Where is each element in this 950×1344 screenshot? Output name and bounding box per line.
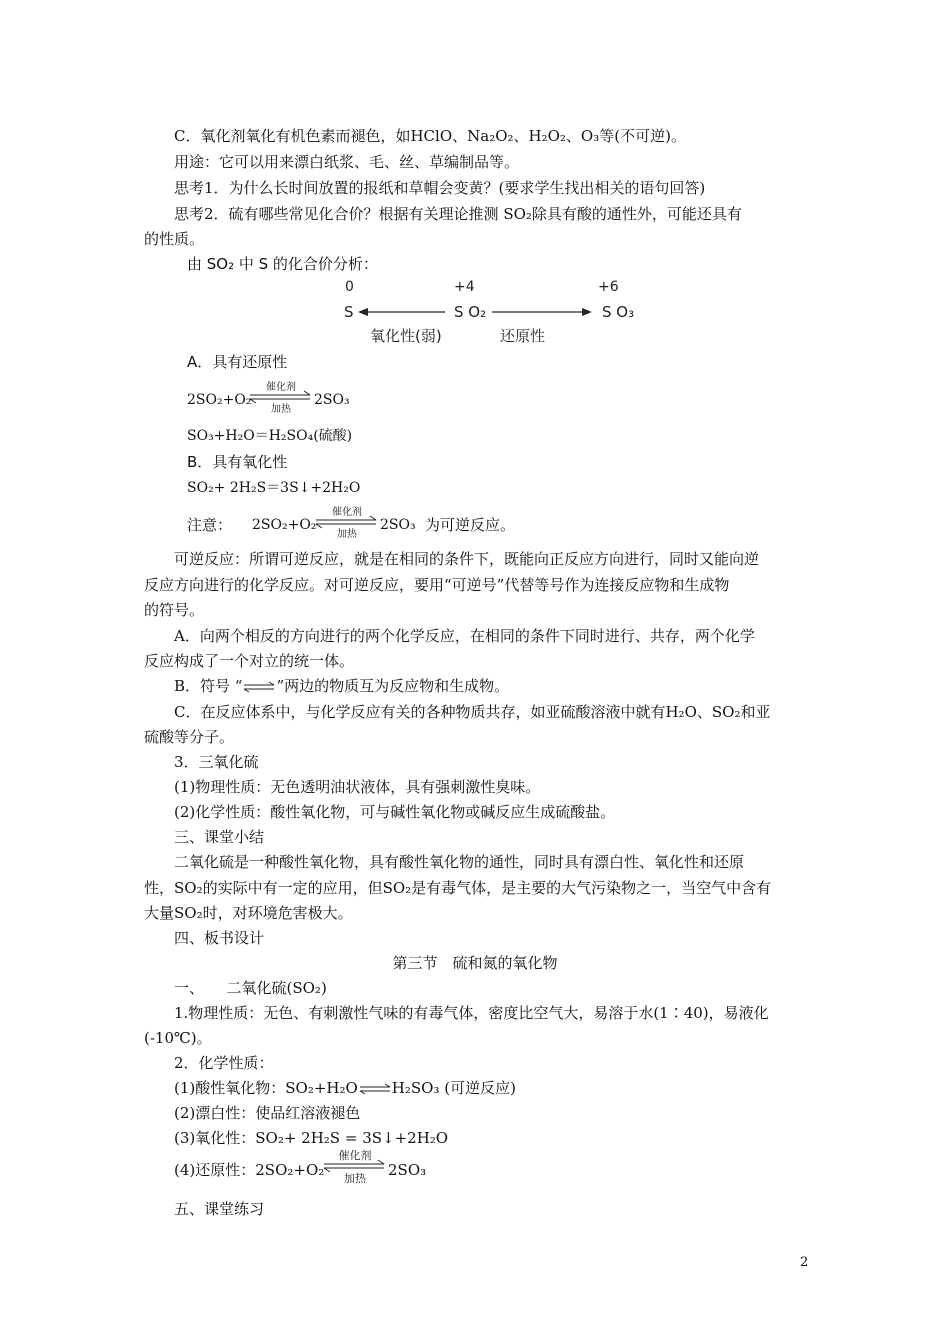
species-so3: S O₃ bbox=[602, 303, 635, 321]
note-label: 注意： bbox=[187, 516, 233, 534]
catalyst-label: 催化剂 bbox=[338, 1149, 372, 1162]
heading-reducing: A．具有还原性 bbox=[187, 353, 288, 371]
heat-label: 加热 bbox=[337, 529, 357, 540]
so3-chemical: (2)化学性质：酸性氧化物，可与碱性氧化物或碱反应生成硫酸盐。 bbox=[174, 803, 616, 821]
para-point-a-2: 反应构成了一个对立的统一体。 bbox=[144, 652, 355, 670]
eq1-right: 2SO₃ bbox=[314, 392, 350, 408]
catalyst-label: 催化剂 bbox=[332, 507, 362, 518]
diagram-title: 由 SO₂ 中 S 的化合价分析： bbox=[187, 255, 378, 273]
board-bleaching: (2)漂白性：使品红溶液褪色 bbox=[174, 1104, 361, 1122]
species-s: S bbox=[344, 303, 354, 321]
acidic-pre: (1)酸性氧化物：SO₂+H₂O bbox=[174, 1079, 358, 1097]
para-think2: 思考2．硫有哪些常见化合价？根据有关理论推测 SO₂除具有酸的通性外，可能还具有 bbox=[174, 205, 742, 223]
catalyst-label: 催化剂 bbox=[266, 382, 296, 393]
board-section-1: 一、 二氧化硫(SO₂) bbox=[174, 979, 327, 997]
reversible-arrow-catalyst bbox=[248, 380, 314, 416]
species-so2: S O₂ bbox=[454, 303, 487, 321]
para-point-b bbox=[174, 676, 509, 696]
valence-diagram bbox=[330, 275, 650, 347]
reversible-arrow-icon bbox=[358, 1083, 392, 1095]
board-physical-2: (-10℃)。 bbox=[144, 1029, 212, 1047]
heading-summary: 三、课堂小结 bbox=[174, 828, 265, 846]
board-oxidizing: (3)氧化性：SO₂+ 2H₂S = 3S↓+2H₂O bbox=[174, 1129, 449, 1147]
valence-plus4: +4 bbox=[454, 279, 475, 295]
point-b-pre: B．符号 “ bbox=[174, 677, 243, 695]
para-point-c-1: C．在反应体系中，与化学反应有关的各种物质共存，如亚硫酸溶液中就有H₂O、SO₂和亚 bbox=[174, 703, 771, 721]
label-oxidizing: 氧化性(弱) bbox=[370, 327, 442, 345]
acidic-post: H₂SO₃ (可逆反应) bbox=[391, 1079, 516, 1097]
summary-1: 二氧化硫是一种酸性氧化物，具有酸性氧化物的通性，同时具有漂白性、氧化性和还原 bbox=[174, 853, 745, 871]
reversible-arrow-catalyst bbox=[314, 505, 380, 541]
para-usage: 用途：它可以用来漂白纸浆、毛、丝、草编制品等。 bbox=[174, 153, 520, 171]
note-eq-right: 2SO₃ bbox=[380, 517, 416, 533]
note-eq-left: 2SO₂+O₂ bbox=[252, 517, 317, 533]
valence-0: 0 bbox=[345, 279, 354, 295]
heading-oxidizing: B．具有氧化性 bbox=[187, 453, 288, 471]
para-reversible-2: 反应方向进行的化学反应。对可逆反应，要用“可逆号”代替等号作为连接反应物和生成物 bbox=[144, 576, 730, 594]
reversible-arrow-catalyst bbox=[322, 1148, 388, 1186]
heat-label: 加热 bbox=[344, 1172, 366, 1185]
summary-2: 性，SO₂的实际中有一定的应用，但SO₂是有毒气体，是主要的大气污染物之一，当空气中含有 bbox=[144, 879, 772, 897]
para-point-a-1: A．向两个相反的方向进行的两个化学反应，在相同的条件下同时进行、共存，两个化学 bbox=[174, 627, 755, 645]
reversible-arrow-icon bbox=[242, 681, 276, 693]
para-reversible-3: 的符号。 bbox=[144, 601, 205, 619]
eq-so3-water: SO₃+H₂O＝H₂SO₄(硫酸) bbox=[187, 428, 353, 444]
para-oxidant: C．氧化剂氧化有机色素而褪色，如HClO、Na₂O₂、H₂O₂、O₃等(不可逆)。 bbox=[174, 127, 686, 145]
board-title: 第三节 硫和氮的氧化物 bbox=[392, 954, 558, 972]
label-reducing: 还原性 bbox=[500, 327, 546, 345]
heading-board: 四、板书设计 bbox=[174, 929, 265, 947]
para-reversible-1: 可逆反应：所谓可逆反应，就是在相同的条件下，既能向正反应方向进行，同时又能向逆 bbox=[174, 550, 760, 568]
board-physical-1: 1.物理性质：无色、有刺激性气味的有毒气体，密度比空气大，易溶于水(1∶40)，易液化 bbox=[174, 1004, 769, 1022]
board-chemical: 2．化学性质： bbox=[174, 1054, 274, 1072]
eq1-left: 2SO₂+O₂ bbox=[187, 392, 252, 408]
valence-plus6: +6 bbox=[598, 279, 619, 295]
board-acidic bbox=[174, 1078, 516, 1098]
para-point-c-2: 硫酸等分子。 bbox=[144, 728, 235, 746]
note-tail: 为可逆反应。 bbox=[425, 516, 516, 534]
eq-so2-h2s: SO₂+ 2H₂S＝3S↓+2H₂O bbox=[187, 480, 361, 496]
summary-3: 大量SO₂时，对环境危害极大。 bbox=[144, 904, 353, 922]
so3-physical: (1)物理性质：无色透明油状液体，具有强刺激性臭味。 bbox=[174, 778, 541, 796]
page-number: 2 bbox=[800, 1255, 809, 1270]
heading-exercise: 五、课堂练习 bbox=[174, 1200, 265, 1218]
heat-label: 加热 bbox=[271, 404, 291, 415]
para-think1: 思考1．为什么长时间放置的报纸和草帽会变黄？(要求学生找出相关的语句回答) bbox=[174, 179, 706, 197]
para-think2-cont: 的性质。 bbox=[144, 230, 205, 248]
board-reducing-post: 2SO₃ bbox=[388, 1161, 427, 1179]
heading-so3: 3．三氧化硫 bbox=[174, 753, 259, 771]
point-b-post: ”两边的物质互为反应物和生成物。 bbox=[276, 677, 510, 695]
board-reducing-pre: (4)还原性：2SO₂+O₂ bbox=[174, 1161, 325, 1179]
